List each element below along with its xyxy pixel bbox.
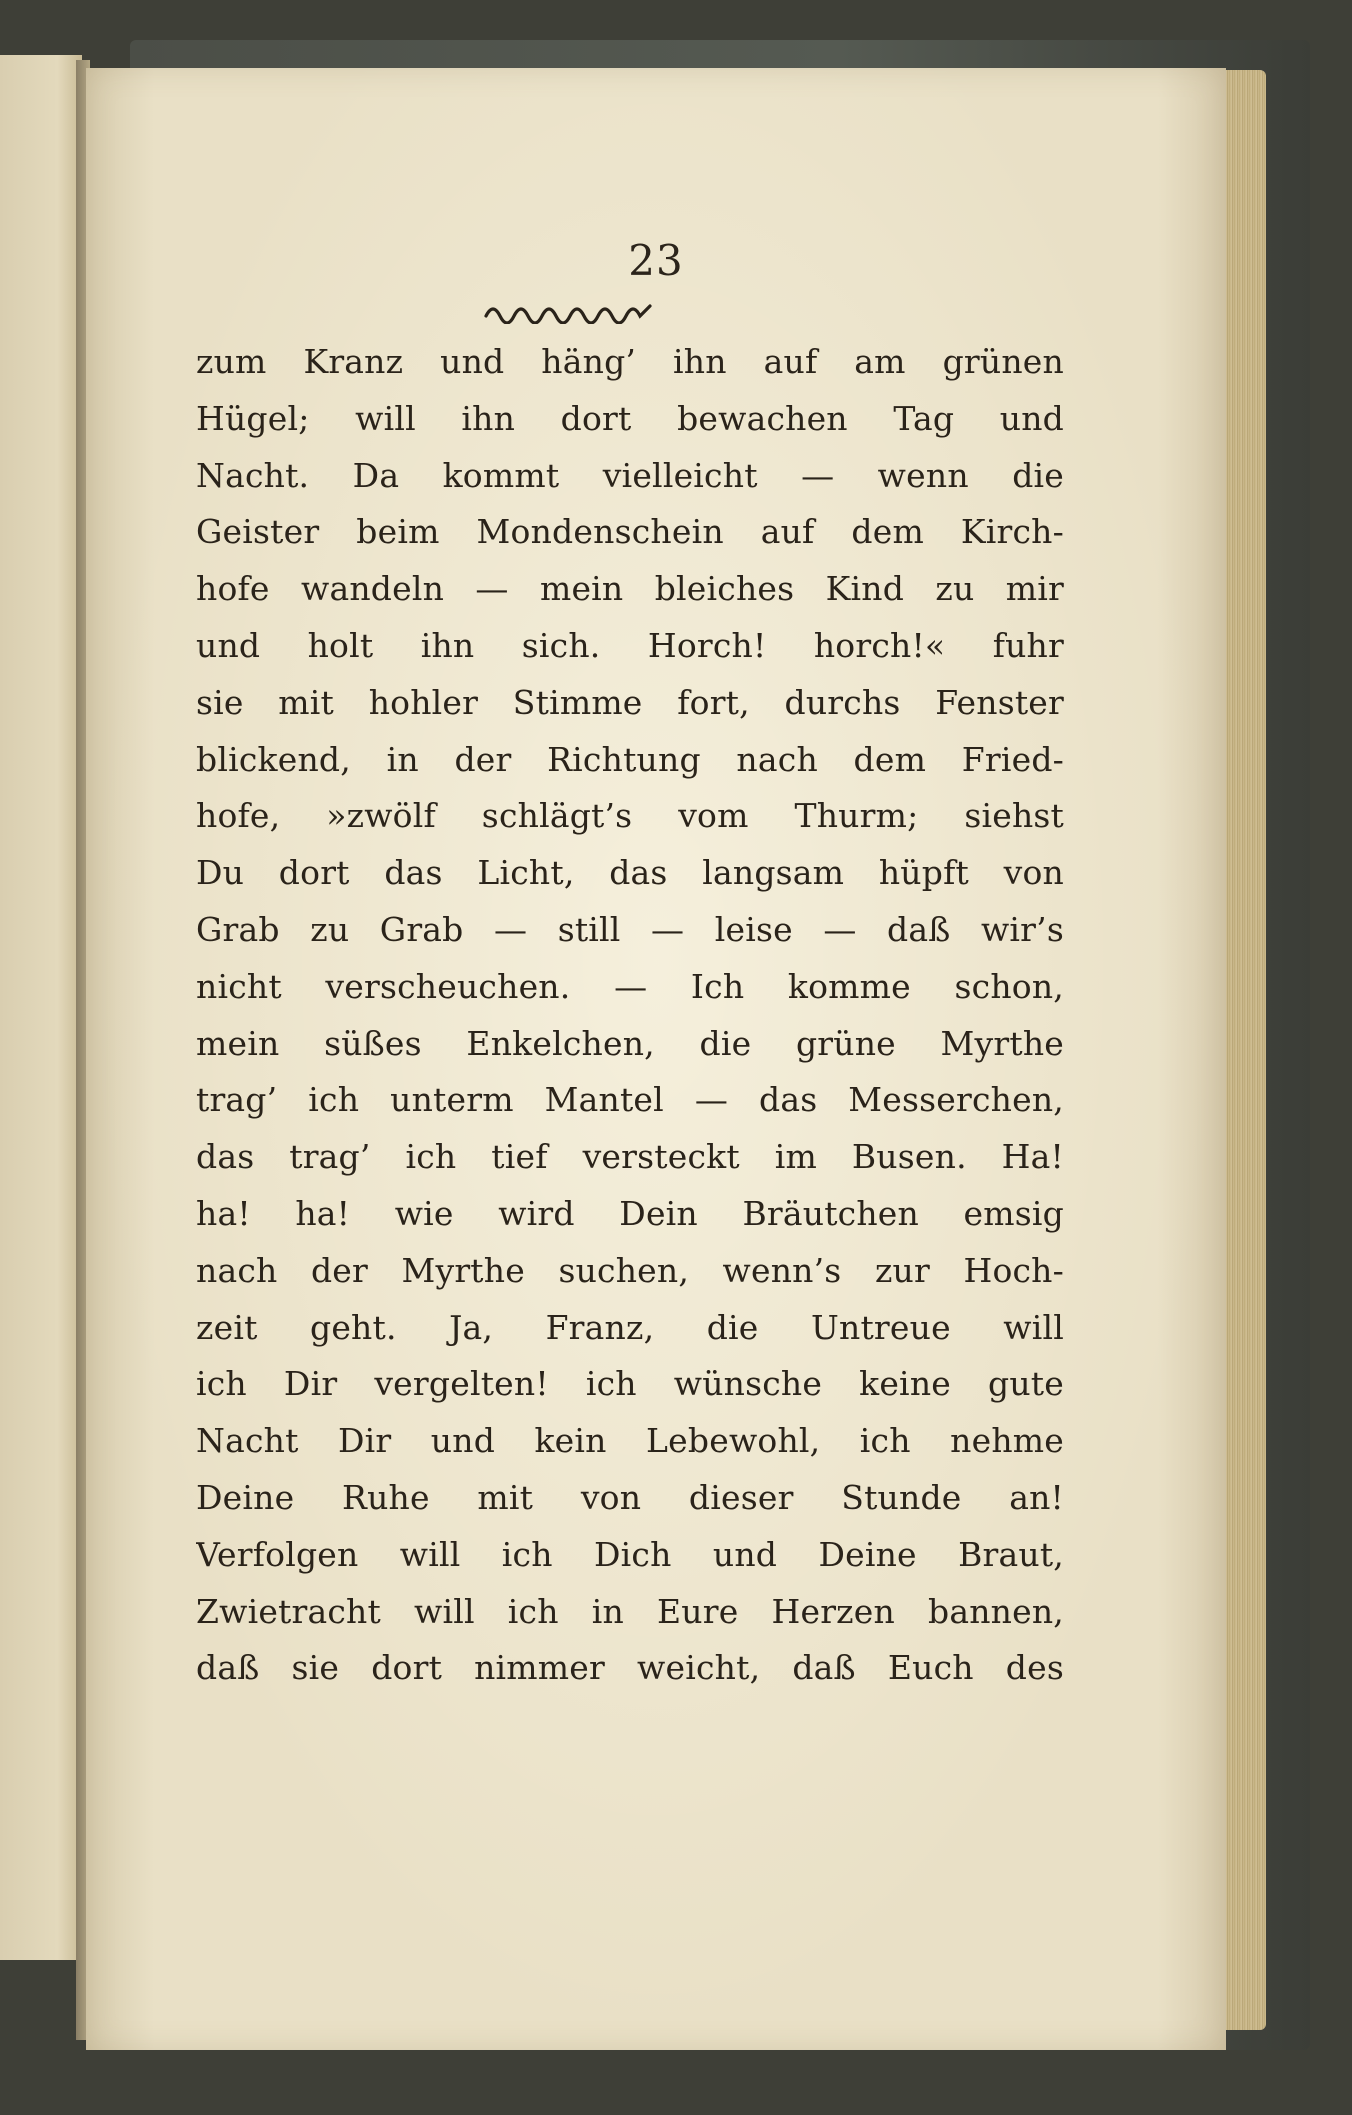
text-line: und holt ihn sich. Horch! horch!« fuhr — [196, 625, 1064, 665]
text-line: das trag’ ich tief versteckt im Busen. Ha! — [196, 1137, 1064, 1177]
text-line: Verfolgen will ich Dich und Deine Braut, — [196, 1534, 1064, 1574]
text-line: zeit geht. Ja, Franz, die Untreue will — [196, 1307, 1064, 1347]
text-line: Geister beim Mondenschein auf dem Kirch- — [196, 512, 1064, 552]
text-line: trag’ ich unterm Mantel — das Messerchen, — [196, 1080, 1064, 1120]
text-line: Du dort das Licht, das langsam hüpft von — [196, 853, 1064, 893]
text-line: Deine Ruhe mit von dieser Stunde an! — [196, 1477, 1064, 1517]
text-line: Nacht. Da kommt vielleicht — wenn die — [196, 455, 1064, 495]
text-line: daß sie dort nimmer weicht, daß Euch des — [196, 1648, 1064, 1688]
text-line: nach der Myrthe suchen, wenn’s zur Hoch- — [196, 1250, 1064, 1290]
page-number: 23 — [628, 236, 684, 285]
text-line: ich Dir vergelten! ich wünsche keine gute — [196, 1364, 1064, 1404]
text-line: Zwietracht will ich in Eure Herzen bannen, — [196, 1591, 1064, 1631]
text-line: nicht verscheuchen. — Ich komme schon, — [196, 966, 1064, 1006]
text-line: ha! ha! wie wird Dein Bräutchen emsig — [196, 1193, 1064, 1233]
text-line: blickend, in der Richtung nach dem Fried- — [196, 739, 1064, 779]
wavy-rule-ornament-icon — [484, 296, 654, 324]
text-line: Grab zu Grab — still — leise — daß wir’s — [196, 909, 1064, 949]
left-page-edge — [0, 55, 82, 1960]
book-page — [86, 68, 1226, 2050]
text-line: Nacht Dir und kein Lebewohl, ich nehme — [196, 1421, 1064, 1461]
body-text — [196, 334, 1064, 1697]
text-line: zum Kranz und häng’ ihn auf am grünen — [196, 342, 1064, 381]
text-line: hofe, »zwölf schlägt’s vom Thurm; siehst — [196, 796, 1064, 836]
text-line: Hügel; will ihn dort bewachen Tag und — [196, 398, 1064, 438]
text-line: sie mit hohler Stimme fort, durchs Fenster — [196, 682, 1064, 722]
text-line: hofe wandeln — mein bleiches Kind zu mir — [196, 569, 1064, 609]
text-line: mein süßes Enkelchen, die grüne Myrthe — [196, 1023, 1064, 1063]
